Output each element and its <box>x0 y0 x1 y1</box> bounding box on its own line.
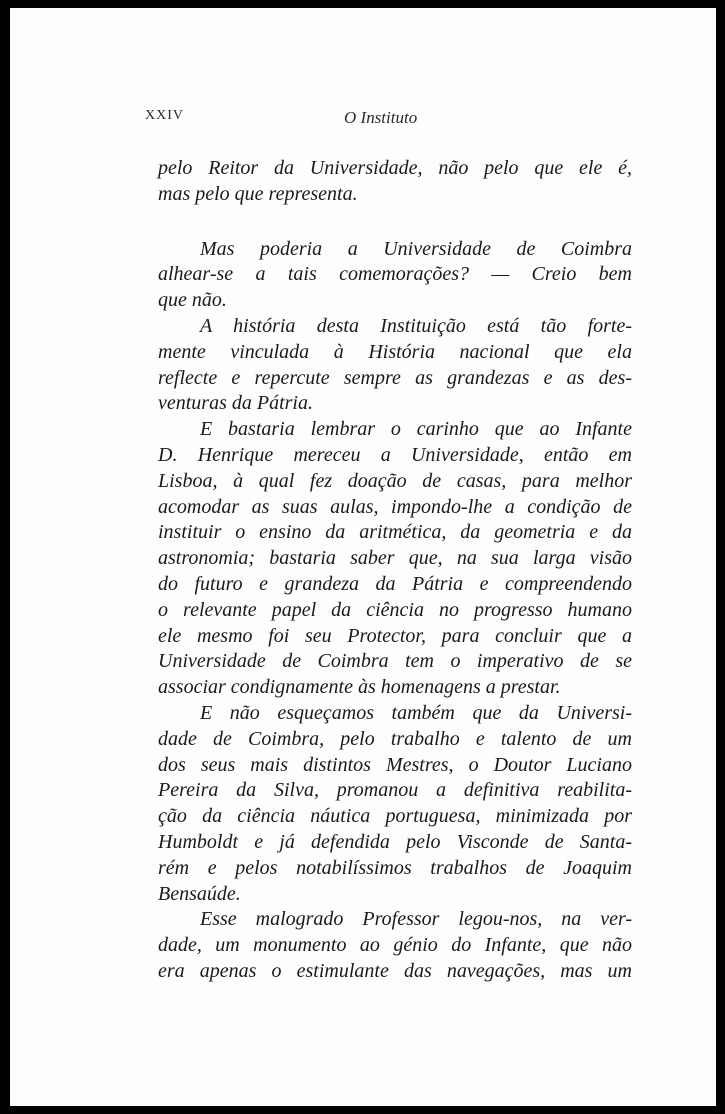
running-title: O Instituto <box>344 108 418 127</box>
text-line: instituir o ensino da aritmética, da geometria e da <box>158 521 632 544</box>
text-line: dade de Coimbra, pelo trabalho e talento de um <box>158 727 632 750</box>
text-line: Bensaúde. <box>158 882 241 905</box>
text-line: reflecte e repercute sempre as grandezas e as des- <box>158 366 632 389</box>
running-head <box>10 108 716 130</box>
text-line: o relevante papel da ciência no progresso humano <box>158 598 632 621</box>
text-line: Esse malogrado Professor legou-nos, na ver- <box>200 908 632 931</box>
text-line: venturas da Pátria. <box>158 392 313 415</box>
text-line: D. Henrique mereceu a Universidade, então em <box>158 443 632 466</box>
text-line: rém e pelos notabilíssimos trabalhos de Joaquim <box>158 856 632 879</box>
text-line: pelo Reitor da Universidade, não pelo que ele é, <box>158 157 632 179</box>
text-line: E não esqueçamos também que da Universi- <box>200 701 632 724</box>
text-line: Humboldt e já defendida pelo Visconde de Santa- <box>158 830 632 853</box>
text-line: associar condignamente às homenagens a prestar. <box>158 676 561 699</box>
paragraph-2 <box>158 237 632 314</box>
text-line: mente vinculada à História nacional que ela <box>158 340 632 363</box>
page-number: XXIV <box>145 108 184 123</box>
book-page <box>10 8 716 1106</box>
text-line: A história desta Instituição está tão forte- <box>200 314 632 337</box>
paragraph-3 <box>158 314 632 417</box>
text-line: Lisboa, à qual fez doação de casas, para melhor <box>158 469 632 492</box>
text-line: dade, um monumento ao génio do Infante, que não <box>158 934 632 957</box>
text-line: Pereira da Silva, promanou a definitiva reabilita- <box>158 779 632 802</box>
text-line: Universidade de Coimbra tem o imperativo de se <box>158 650 632 673</box>
text-line: era apenas o estimulante das navegações, mas um <box>158 959 632 982</box>
body-text <box>158 156 632 985</box>
text-line: E bastaria lembrar o carinho que ao Infante <box>200 418 632 441</box>
text-line: acomodar as suas aulas, impondo-lhe a condição de <box>158 495 632 518</box>
text-line: que não. <box>158 289 227 312</box>
text-line: alhear-se a tais comemorações? — Creio bem <box>158 263 632 286</box>
text-line: do futuro e grandeza da Pátria e compreendendo <box>158 572 632 595</box>
paragraph-6 <box>158 907 632 984</box>
paragraph-5 <box>158 701 632 907</box>
text-line: ção da ciência náutica portuguesa, minimizada por <box>158 805 632 828</box>
text-line: dos seus mais distintos Mestres, o Doutor Luciano <box>158 753 632 776</box>
paragraph-4 <box>158 417 632 701</box>
text-line: Mas poderia a Universidade de Coimbra <box>200 237 632 260</box>
paragraph-1 <box>158 156 632 208</box>
text-line: mas pelo que representa. <box>158 182 358 205</box>
text-line: astronomia; bastaria saber que, na sua larga visão <box>158 547 632 570</box>
text-line: ele mesmo foi seu Protector, para concluir que a <box>158 624 632 647</box>
